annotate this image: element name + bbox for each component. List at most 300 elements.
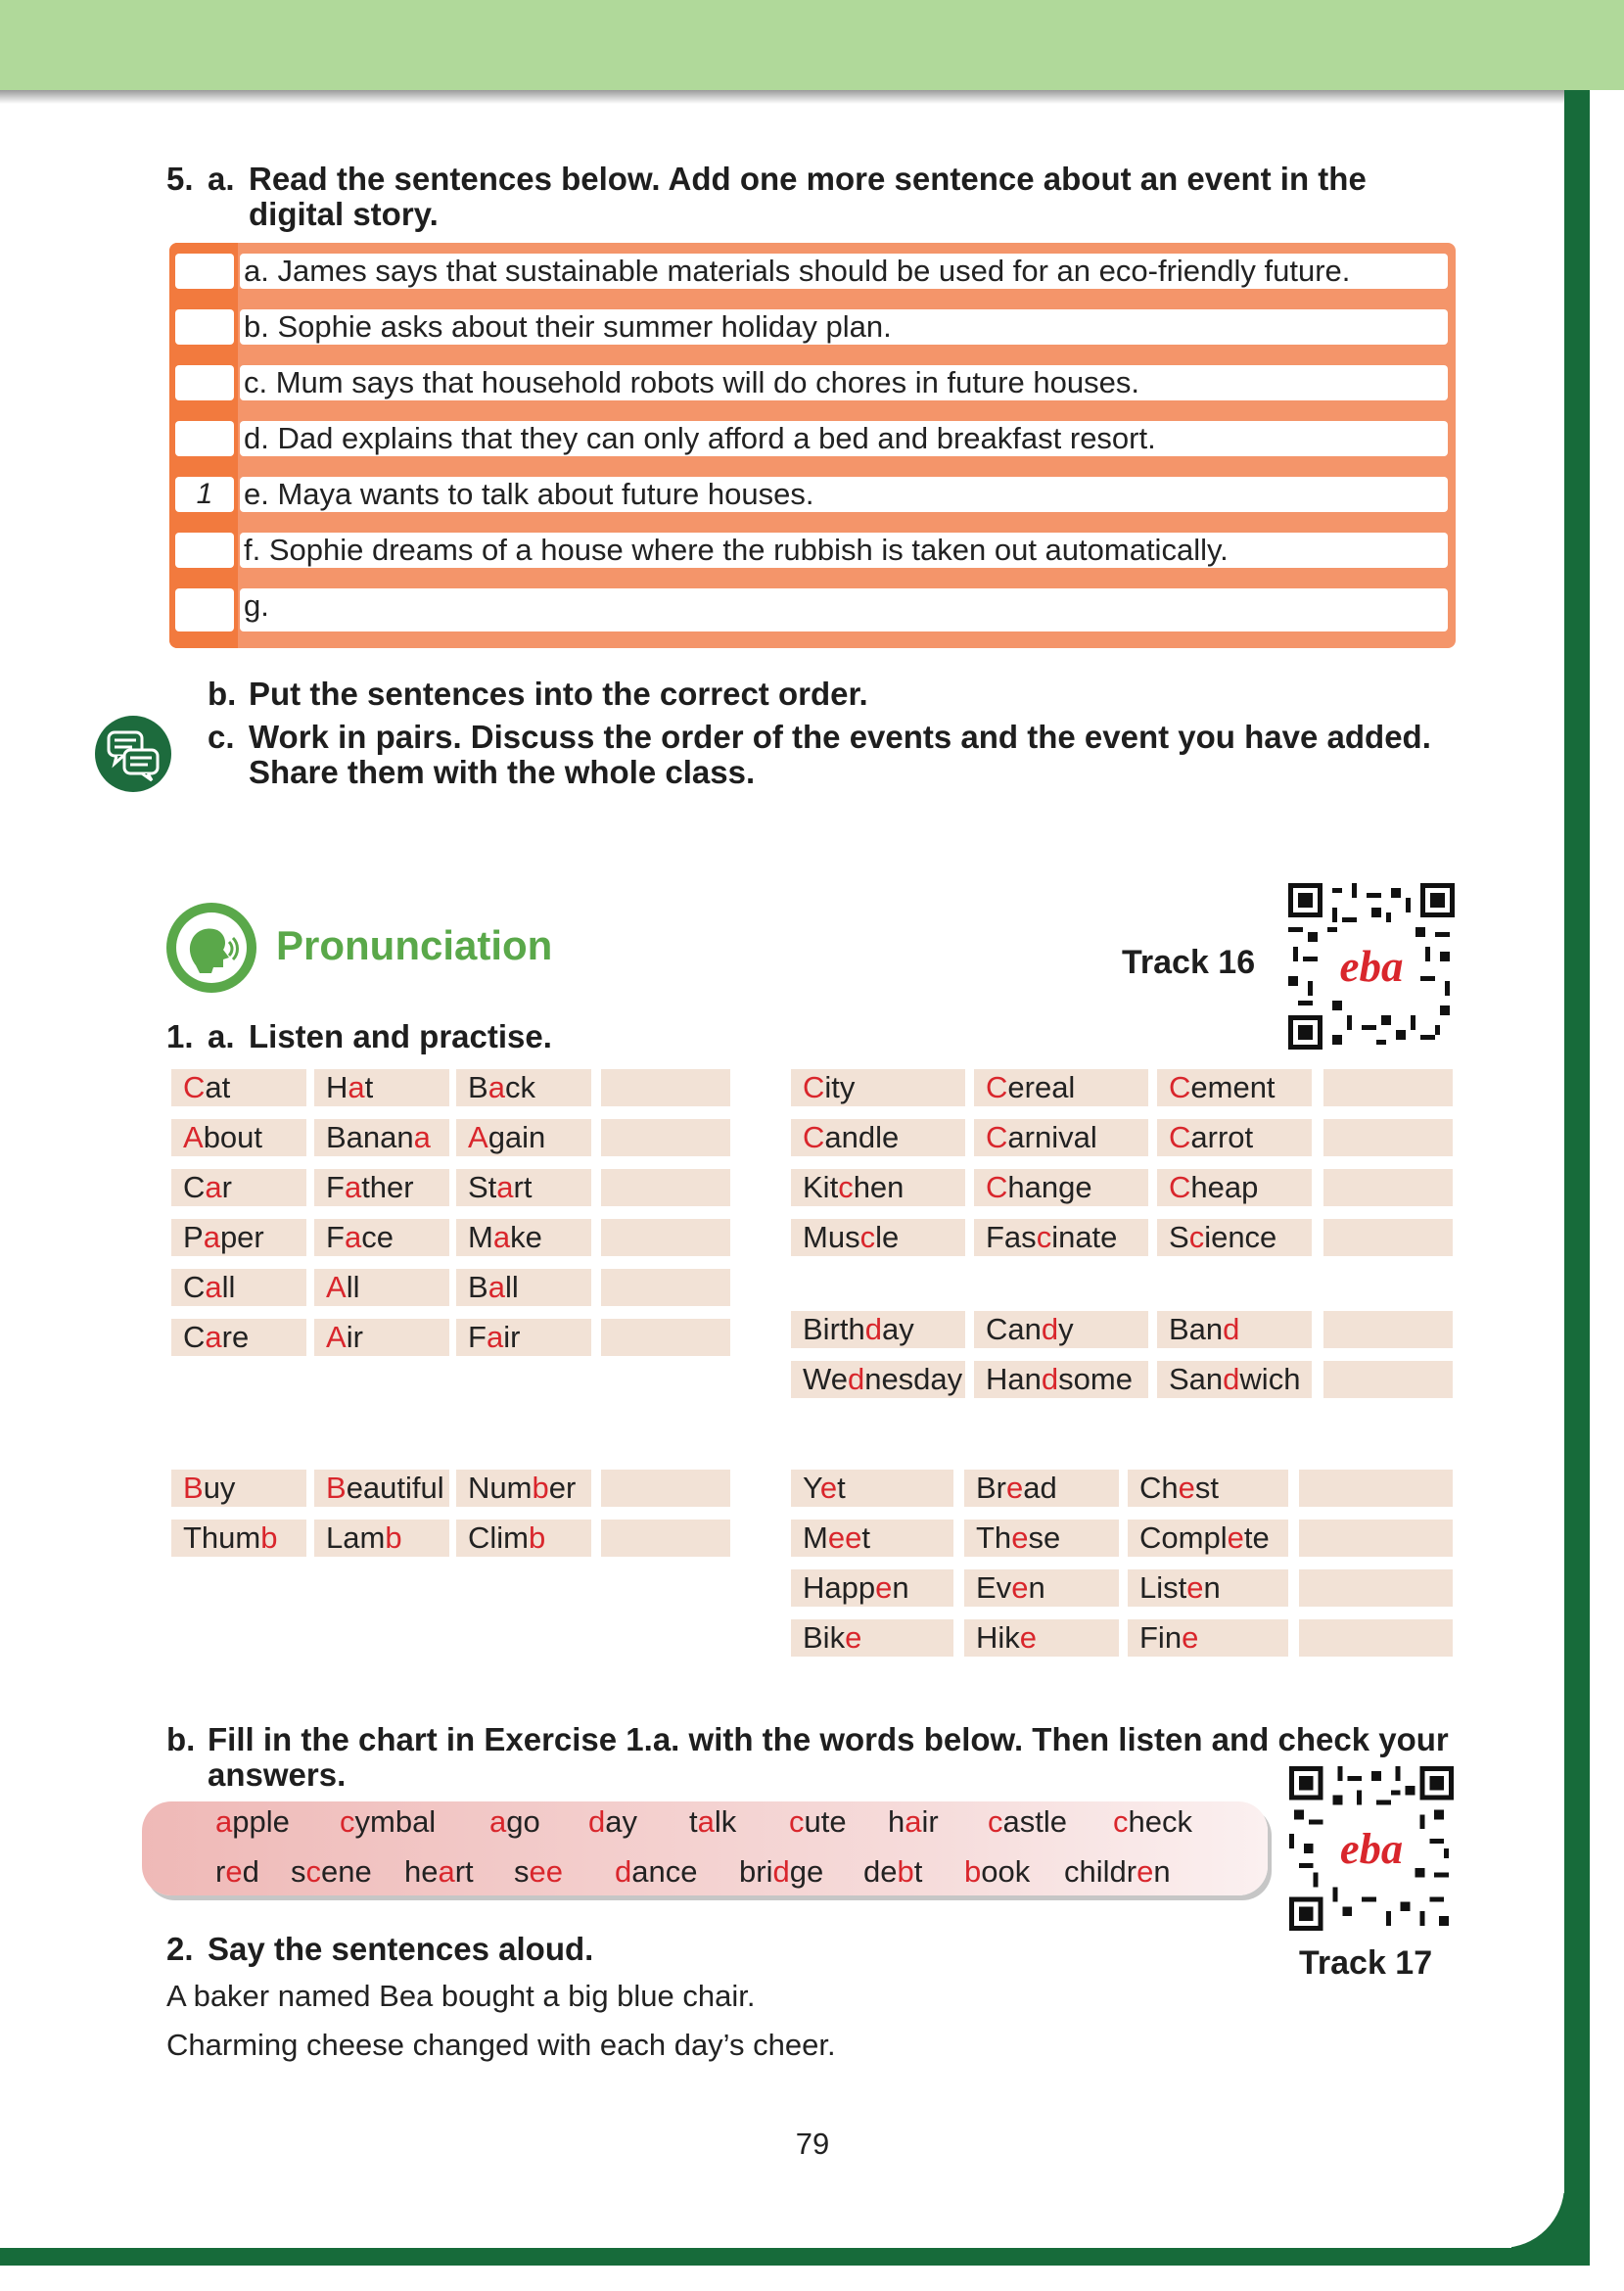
highlighted-sound: c: [859, 1220, 876, 1254]
word-part: at: [205, 1070, 231, 1104]
word-part: hen: [853, 1170, 905, 1204]
ex5-c-letter: c.: [208, 719, 235, 755]
highlighted-sound: a: [492, 1220, 511, 1254]
word-cell: [171, 1219, 306, 1256]
word-part: r: [215, 1854, 226, 1889]
answer-cell[interactable]: [601, 1319, 730, 1356]
highlighted-sound: e: [1182, 1620, 1199, 1655]
highlighted-sound: ee: [529, 1854, 563, 1889]
word-bank-item[interactable]: [988, 1803, 1067, 1841]
sentence-text: c. Mum says that household robots will do chores in future houses.: [240, 365, 1448, 400]
word-bank-item[interactable]: [588, 1803, 637, 1841]
order-input[interactable]: [175, 254, 234, 289]
word-part: ll: [504, 1270, 519, 1304]
word-part: San: [1169, 1362, 1224, 1396]
word-part: ay: [605, 1804, 637, 1839]
word-part: h: [888, 1804, 905, 1839]
order-input[interactable]: [175, 533, 234, 568]
word-bank-item[interactable]: [888, 1803, 939, 1841]
word-part: y: [1058, 1312, 1074, 1346]
word-part: Banan: [326, 1120, 414, 1154]
word-cell: [171, 1470, 306, 1507]
word-part: Han: [986, 1362, 1042, 1396]
sentence-text: e. Maya wants to talk about future houses.: [240, 477, 1448, 512]
ex1-number: 1.: [166, 1018, 194, 1054]
word-part: ce: [361, 1220, 394, 1254]
word-part: n: [892, 1570, 909, 1605]
word-part: he: [404, 1854, 439, 1889]
word-part: ymbal: [354, 1804, 437, 1839]
word-part: ene: [321, 1854, 372, 1889]
word-part: arnival: [1007, 1120, 1097, 1154]
word-part: t: [837, 1471, 846, 1505]
word-part: n: [1028, 1570, 1045, 1605]
highlighted-sound: c: [340, 1804, 355, 1839]
order-input[interactable]: 1: [175, 477, 234, 512]
sentence-row: [169, 360, 1456, 403]
word-part: M: [468, 1220, 493, 1254]
pronunciation-icon: [166, 903, 256, 993]
word-bank-item[interactable]: [964, 1853, 1030, 1891]
word-cell: [456, 1520, 591, 1557]
word-part: wich: [1239, 1362, 1301, 1396]
word-part: Happ: [803, 1570, 876, 1605]
word-part: Fin: [1139, 1620, 1183, 1655]
word-part: We: [803, 1362, 848, 1396]
ex2-text: Say the sentences aloud.: [208, 1931, 594, 1967]
word-part: n: [1153, 1854, 1171, 1889]
word-cell: [314, 1269, 449, 1306]
ex1-a-heading: [166, 1018, 552, 1055]
word-part: arrot: [1190, 1120, 1254, 1154]
highlighted-sound: C: [1169, 1120, 1191, 1154]
highlighted-sound: b: [260, 1520, 278, 1555]
word-part: ad: [1023, 1471, 1057, 1505]
word-cell: [171, 1119, 306, 1156]
sentence-box: [169, 243, 1456, 648]
word-part: Th: [976, 1520, 1012, 1555]
answer-cell[interactable]: [1323, 1169, 1453, 1206]
word-cell: [791, 1069, 965, 1106]
ex5-number: 5.: [166, 161, 194, 197]
word-part: er: [548, 1471, 577, 1505]
ex5-b-letter: b.: [208, 676, 237, 712]
word-part: Ch: [1139, 1471, 1179, 1505]
word-part: se: [1028, 1520, 1061, 1555]
word-cell: [1157, 1311, 1312, 1348]
qr-code-track-16[interactable]: [1288, 883, 1455, 1050]
ex5-a-line2: digital story.: [249, 196, 439, 232]
word-bank-item[interactable]: [739, 1853, 823, 1891]
word-cell: [791, 1119, 965, 1156]
word-cell: [314, 1169, 449, 1206]
word-part: heap: [1190, 1170, 1259, 1204]
sentence-row: [169, 304, 1456, 348]
ex1-b-letter: b.: [166, 1721, 196, 1757]
word-part: t: [364, 1070, 374, 1104]
highlighted-sound: a: [413, 1120, 431, 1154]
highlighted-sound: c: [1113, 1804, 1129, 1839]
answer-cell[interactable]: [1299, 1569, 1453, 1607]
word-part: s: [291, 1854, 306, 1889]
word-cell: [964, 1569, 1119, 1607]
word-cell: [171, 1169, 306, 1206]
word-cell: [1157, 1361, 1312, 1398]
word-part: uy: [203, 1471, 236, 1505]
answer-cell[interactable]: [601, 1219, 730, 1256]
highlighted-sound: ee: [827, 1520, 862, 1555]
eba-logo: eba: [1339, 942, 1404, 991]
word-part: ke: [510, 1220, 542, 1254]
word-part: t: [689, 1804, 698, 1839]
highlighted-sound: d: [1223, 1362, 1240, 1396]
answer-cell[interactable]: [1299, 1619, 1453, 1657]
word-part: ge: [789, 1854, 824, 1889]
word-part: le: [875, 1220, 900, 1254]
word-part: Ev: [976, 1570, 1012, 1605]
word-part: per: [219, 1220, 264, 1254]
highlighted-sound: a: [215, 1804, 233, 1839]
sentence-row: [169, 249, 1456, 292]
ex5-heading: [166, 161, 1367, 198]
word-part: some: [1058, 1362, 1133, 1396]
word-bank-item[interactable]: [404, 1853, 474, 1891]
word-part: Br: [976, 1471, 1006, 1505]
highlighted-sound: A: [468, 1120, 488, 1154]
highlighted-sound: e: [1186, 1570, 1204, 1605]
word-cell: [456, 1069, 591, 1106]
answer-cell[interactable]: [1323, 1361, 1453, 1398]
sentence-row: [169, 472, 1456, 515]
word-cell: [314, 1219, 449, 1256]
word-bank-item[interactable]: [215, 1853, 259, 1891]
highlighted-sound: a: [438, 1854, 455, 1889]
word-part: s: [514, 1854, 530, 1889]
ex2-number: 2.: [166, 1931, 194, 1967]
word-part: Clim: [468, 1520, 529, 1555]
word-part: nesday: [864, 1362, 963, 1396]
word-cell: [314, 1069, 449, 1106]
highlighted-sound: a: [205, 1270, 222, 1304]
word-part: B: [468, 1270, 488, 1304]
word-part: List: [1139, 1570, 1187, 1605]
ex1-b: [166, 1721, 1449, 1758]
highlighted-sound: a: [496, 1170, 514, 1204]
word-part: childr: [1064, 1854, 1137, 1889]
highlighted-sound: c: [305, 1854, 321, 1889]
highlighted-sound: a: [487, 1070, 505, 1104]
word-part: F: [326, 1170, 345, 1204]
answer-cell[interactable]: [601, 1169, 730, 1206]
word-part: inate: [1051, 1220, 1118, 1254]
word-cell: [974, 1069, 1148, 1106]
word-part: t: [861, 1520, 870, 1555]
word-cell: [791, 1470, 953, 1507]
word-cell: [171, 1319, 306, 1356]
word-part: t: [913, 1854, 923, 1889]
sentence-row-new: [169, 584, 1456, 638]
answer-cell[interactable]: [1299, 1470, 1453, 1507]
highlighted-sound: a: [344, 1170, 362, 1204]
word-part: rt: [513, 1170, 533, 1204]
word-bank-item[interactable]: [689, 1803, 736, 1841]
word-part: ll: [221, 1270, 236, 1304]
answer-cell[interactable]: [1323, 1311, 1453, 1348]
bottom-frame-bar: [0, 2248, 1590, 2266]
answer-cell[interactable]: [601, 1119, 730, 1156]
ex5-c-line2: Share them with the whole class.: [249, 754, 756, 790]
highlighted-sound: e: [225, 1854, 243, 1889]
word-part: Mus: [803, 1220, 860, 1254]
sentence-row: [169, 528, 1456, 571]
word-part: P: [183, 1220, 204, 1254]
highlighted-sound: a: [486, 1320, 504, 1354]
sentence-text: d. Dad explains that they can only afford a bed and breakfast resort.: [240, 421, 1448, 456]
word-cell: [314, 1319, 449, 1356]
ex1-b-line2: answers.: [208, 1756, 347, 1793]
word-part: ute: [804, 1804, 847, 1839]
word-part: heck: [1128, 1804, 1192, 1839]
word-cell: [791, 1619, 953, 1657]
word-cell: [456, 1319, 591, 1356]
highlighted-sound: d: [847, 1362, 865, 1396]
word-part: Hik: [976, 1620, 1020, 1655]
word-part: st: [1194, 1471, 1220, 1505]
word-part: Compl: [1139, 1520, 1228, 1555]
highlighted-sound: c: [988, 1804, 1003, 1839]
word-cell: [456, 1119, 591, 1156]
highlighted-sound: a: [203, 1220, 220, 1254]
word-part: Num: [468, 1471, 533, 1505]
word-cell: [964, 1619, 1119, 1657]
highlighted-sound: A: [326, 1270, 347, 1304]
word-cell: [791, 1569, 953, 1607]
sentence-row: [169, 416, 1456, 459]
word-cell: [1128, 1520, 1288, 1557]
word-part: pple: [232, 1804, 290, 1839]
word-part: gain: [487, 1120, 546, 1154]
highlighted-sound: d: [1223, 1312, 1240, 1346]
word-part: lk: [714, 1804, 737, 1839]
word-part: ience: [1204, 1220, 1277, 1254]
word-cell: [974, 1361, 1148, 1398]
highlighted-sound: e: [1137, 1854, 1154, 1889]
word-bank-item[interactable]: [514, 1853, 563, 1891]
word-bank-item[interactable]: [215, 1803, 290, 1841]
sentence-text: a. James says that sustainable materials should be used for an eco-friendly future.: [240, 254, 1448, 289]
highlighted-sound: e: [1011, 1520, 1029, 1555]
ex1-b-line1: Fill in the chart in Exercise 1.a. with the words below. Then listen and check your: [208, 1721, 1449, 1757]
highlighted-sound: B: [183, 1471, 204, 1505]
word-part: ir: [503, 1320, 521, 1354]
word-bank-item[interactable]: [489, 1803, 540, 1841]
highlighted-sound: C: [986, 1070, 1008, 1104]
answer-cell[interactable]: [601, 1269, 730, 1306]
ex5-b-text: Put the sentences into the correct order.: [249, 676, 868, 712]
word-cell: [314, 1470, 449, 1507]
word-part: te: [1243, 1520, 1270, 1555]
ex2-sentence-2: Charming cheese changed with each day’s cheer.: [166, 2028, 836, 2062]
highlighted-sound: e: [845, 1620, 862, 1655]
word-bank-item[interactable]: [863, 1853, 922, 1891]
ex5-c: [208, 719, 1431, 756]
answer-cell[interactable]: [1323, 1219, 1453, 1256]
word-part: go: [506, 1804, 540, 1839]
highlighted-sound: c: [1188, 1220, 1205, 1254]
ex5-a-line1: Read the sentences below. Add one more sentence about an event in the: [249, 161, 1367, 197]
word-cell: [974, 1219, 1148, 1256]
word-part: andle: [824, 1120, 900, 1154]
word-part: de: [863, 1854, 898, 1889]
word-part: Thum: [183, 1520, 261, 1555]
header-shadow: [0, 90, 1586, 104]
highlighted-sound: d: [588, 1804, 606, 1839]
word-cell: [1157, 1119, 1312, 1156]
order-input[interactable]: [175, 309, 234, 345]
word-bank-item[interactable]: [1113, 1803, 1192, 1841]
highlighted-sound: a: [348, 1070, 365, 1104]
highlighted-sound: e: [1178, 1471, 1195, 1505]
word-part: ll: [346, 1270, 360, 1304]
word-part: n: [1203, 1570, 1221, 1605]
word-part: ir: [346, 1320, 363, 1354]
highlighted-sound: c: [789, 1804, 805, 1839]
word-part: C: [183, 1320, 206, 1354]
ex5-a-letter: a.: [208, 161, 235, 197]
header-band: [0, 0, 1624, 90]
highlighted-sound: B: [326, 1471, 347, 1505]
ex2-heading: [166, 1931, 593, 1968]
highlighted-sound: e: [1227, 1520, 1244, 1555]
answer-cell[interactable]: [601, 1470, 730, 1507]
word-cell: [456, 1169, 591, 1206]
order-input[interactable]: [175, 588, 234, 631]
word-cell: [171, 1269, 306, 1306]
ex2-sentence-1: A baker named Bea bought a big blue chair.: [166, 1979, 756, 2013]
word-bank-item[interactable]: [291, 1853, 372, 1891]
highlighted-sound: b: [385, 1520, 402, 1555]
word-part: ther: [361, 1170, 414, 1204]
highlighted-sound: C: [1169, 1070, 1191, 1104]
word-cell: [791, 1520, 953, 1557]
highlighted-sound: C: [803, 1120, 825, 1154]
word-part: hange: [1007, 1170, 1092, 1204]
highlighted-sound: e: [819, 1471, 838, 1505]
word-cell: [791, 1219, 965, 1256]
word-part: M: [803, 1520, 828, 1555]
highlighted-sound: d: [772, 1854, 790, 1889]
new-sentence-field[interactable]: g.: [240, 588, 1448, 631]
word-part: F: [468, 1320, 487, 1354]
word-cell: [314, 1119, 449, 1156]
right-frame-bar: [1564, 90, 1590, 2254]
ex5-b: [208, 676, 868, 713]
highlighted-sound: A: [183, 1120, 204, 1154]
highlighted-sound: b: [964, 1854, 982, 1889]
highlighted-sound: a: [205, 1170, 222, 1204]
word-cell: [314, 1520, 449, 1557]
word-part: bout: [203, 1120, 263, 1154]
sentence-text: f. Sophie dreams of a house where the rubbish is taken out automatically.: [240, 533, 1448, 568]
word-part: ance: [631, 1854, 698, 1889]
highlighted-sound: C: [986, 1170, 1008, 1204]
word-bank-item[interactable]: [340, 1803, 436, 1841]
answer-cell[interactable]: [1323, 1069, 1453, 1106]
highlighted-sound: e: [1006, 1471, 1024, 1505]
qr-code-track-17[interactable]: [1288, 1766, 1455, 1931]
word-part: Bik: [803, 1620, 846, 1655]
highlighted-sound: C: [986, 1120, 1008, 1154]
word-cell: [1157, 1069, 1312, 1106]
word-part: F: [326, 1220, 345, 1254]
word-cell: [974, 1169, 1148, 1206]
answer-cell[interactable]: [1323, 1119, 1453, 1156]
word-part: d: [242, 1854, 259, 1889]
highlighted-sound: d: [615, 1854, 632, 1889]
word-part: Lam: [326, 1520, 386, 1555]
word-cell: [964, 1470, 1119, 1507]
word-part: Can: [986, 1312, 1042, 1346]
word-cell: [791, 1311, 965, 1348]
word-part: bri: [739, 1854, 773, 1889]
order-input[interactable]: [175, 365, 234, 400]
answer-cell[interactable]: [601, 1520, 730, 1557]
highlighted-sound: a: [489, 1804, 507, 1839]
highlighted-sound: a: [205, 1320, 222, 1354]
word-part: ement: [1190, 1070, 1276, 1104]
word-bank-item[interactable]: [789, 1803, 847, 1841]
word-part: Ban: [1169, 1312, 1224, 1346]
word-part: ay: [882, 1312, 914, 1346]
word-cell: [964, 1520, 1119, 1557]
highlighted-sound: e: [1011, 1570, 1029, 1605]
word-cell: [1128, 1470, 1288, 1507]
word-part: St: [468, 1170, 497, 1204]
highlighted-sound: c: [1036, 1220, 1052, 1254]
word-cell: [171, 1520, 306, 1557]
highlighted-sound: a: [344, 1220, 362, 1254]
sentence-text: b. Sophie asks about their summer holiday plan.: [240, 309, 1448, 345]
word-part: C: [183, 1270, 206, 1304]
word-cell: [456, 1269, 591, 1306]
eba-logo: eba: [1339, 1823, 1404, 1873]
answer-cell[interactable]: [1299, 1520, 1453, 1557]
word-part: r: [221, 1170, 232, 1204]
word-bank-item[interactable]: [615, 1853, 697, 1891]
word-part: Kit: [803, 1170, 839, 1204]
pair-work-icon: [95, 716, 171, 792]
highlighted-sound: C: [1169, 1170, 1191, 1204]
highlighted-sound: d: [1041, 1362, 1059, 1396]
highlighted-sound: d: [864, 1312, 882, 1346]
page-number: 79: [795, 2127, 830, 2161]
word-cell: [456, 1219, 591, 1256]
word-part: Y: [803, 1471, 820, 1505]
word-cell: [1157, 1219, 1312, 1256]
highlighted-sound: e: [1019, 1620, 1038, 1655]
answer-cell[interactable]: [601, 1069, 730, 1106]
word-part: ck: [504, 1070, 535, 1104]
order-input[interactable]: [175, 421, 234, 456]
ex1-a-text: Listen and practise.: [249, 1018, 552, 1054]
word-part: ity: [824, 1070, 856, 1104]
word-part: ook: [981, 1854, 1031, 1889]
word-cell: [1128, 1569, 1288, 1607]
highlighted-sound: c: [838, 1170, 854, 1204]
word-cell: [974, 1119, 1148, 1156]
word-cell: [791, 1169, 965, 1206]
word-bank-item[interactable]: [1064, 1853, 1171, 1891]
